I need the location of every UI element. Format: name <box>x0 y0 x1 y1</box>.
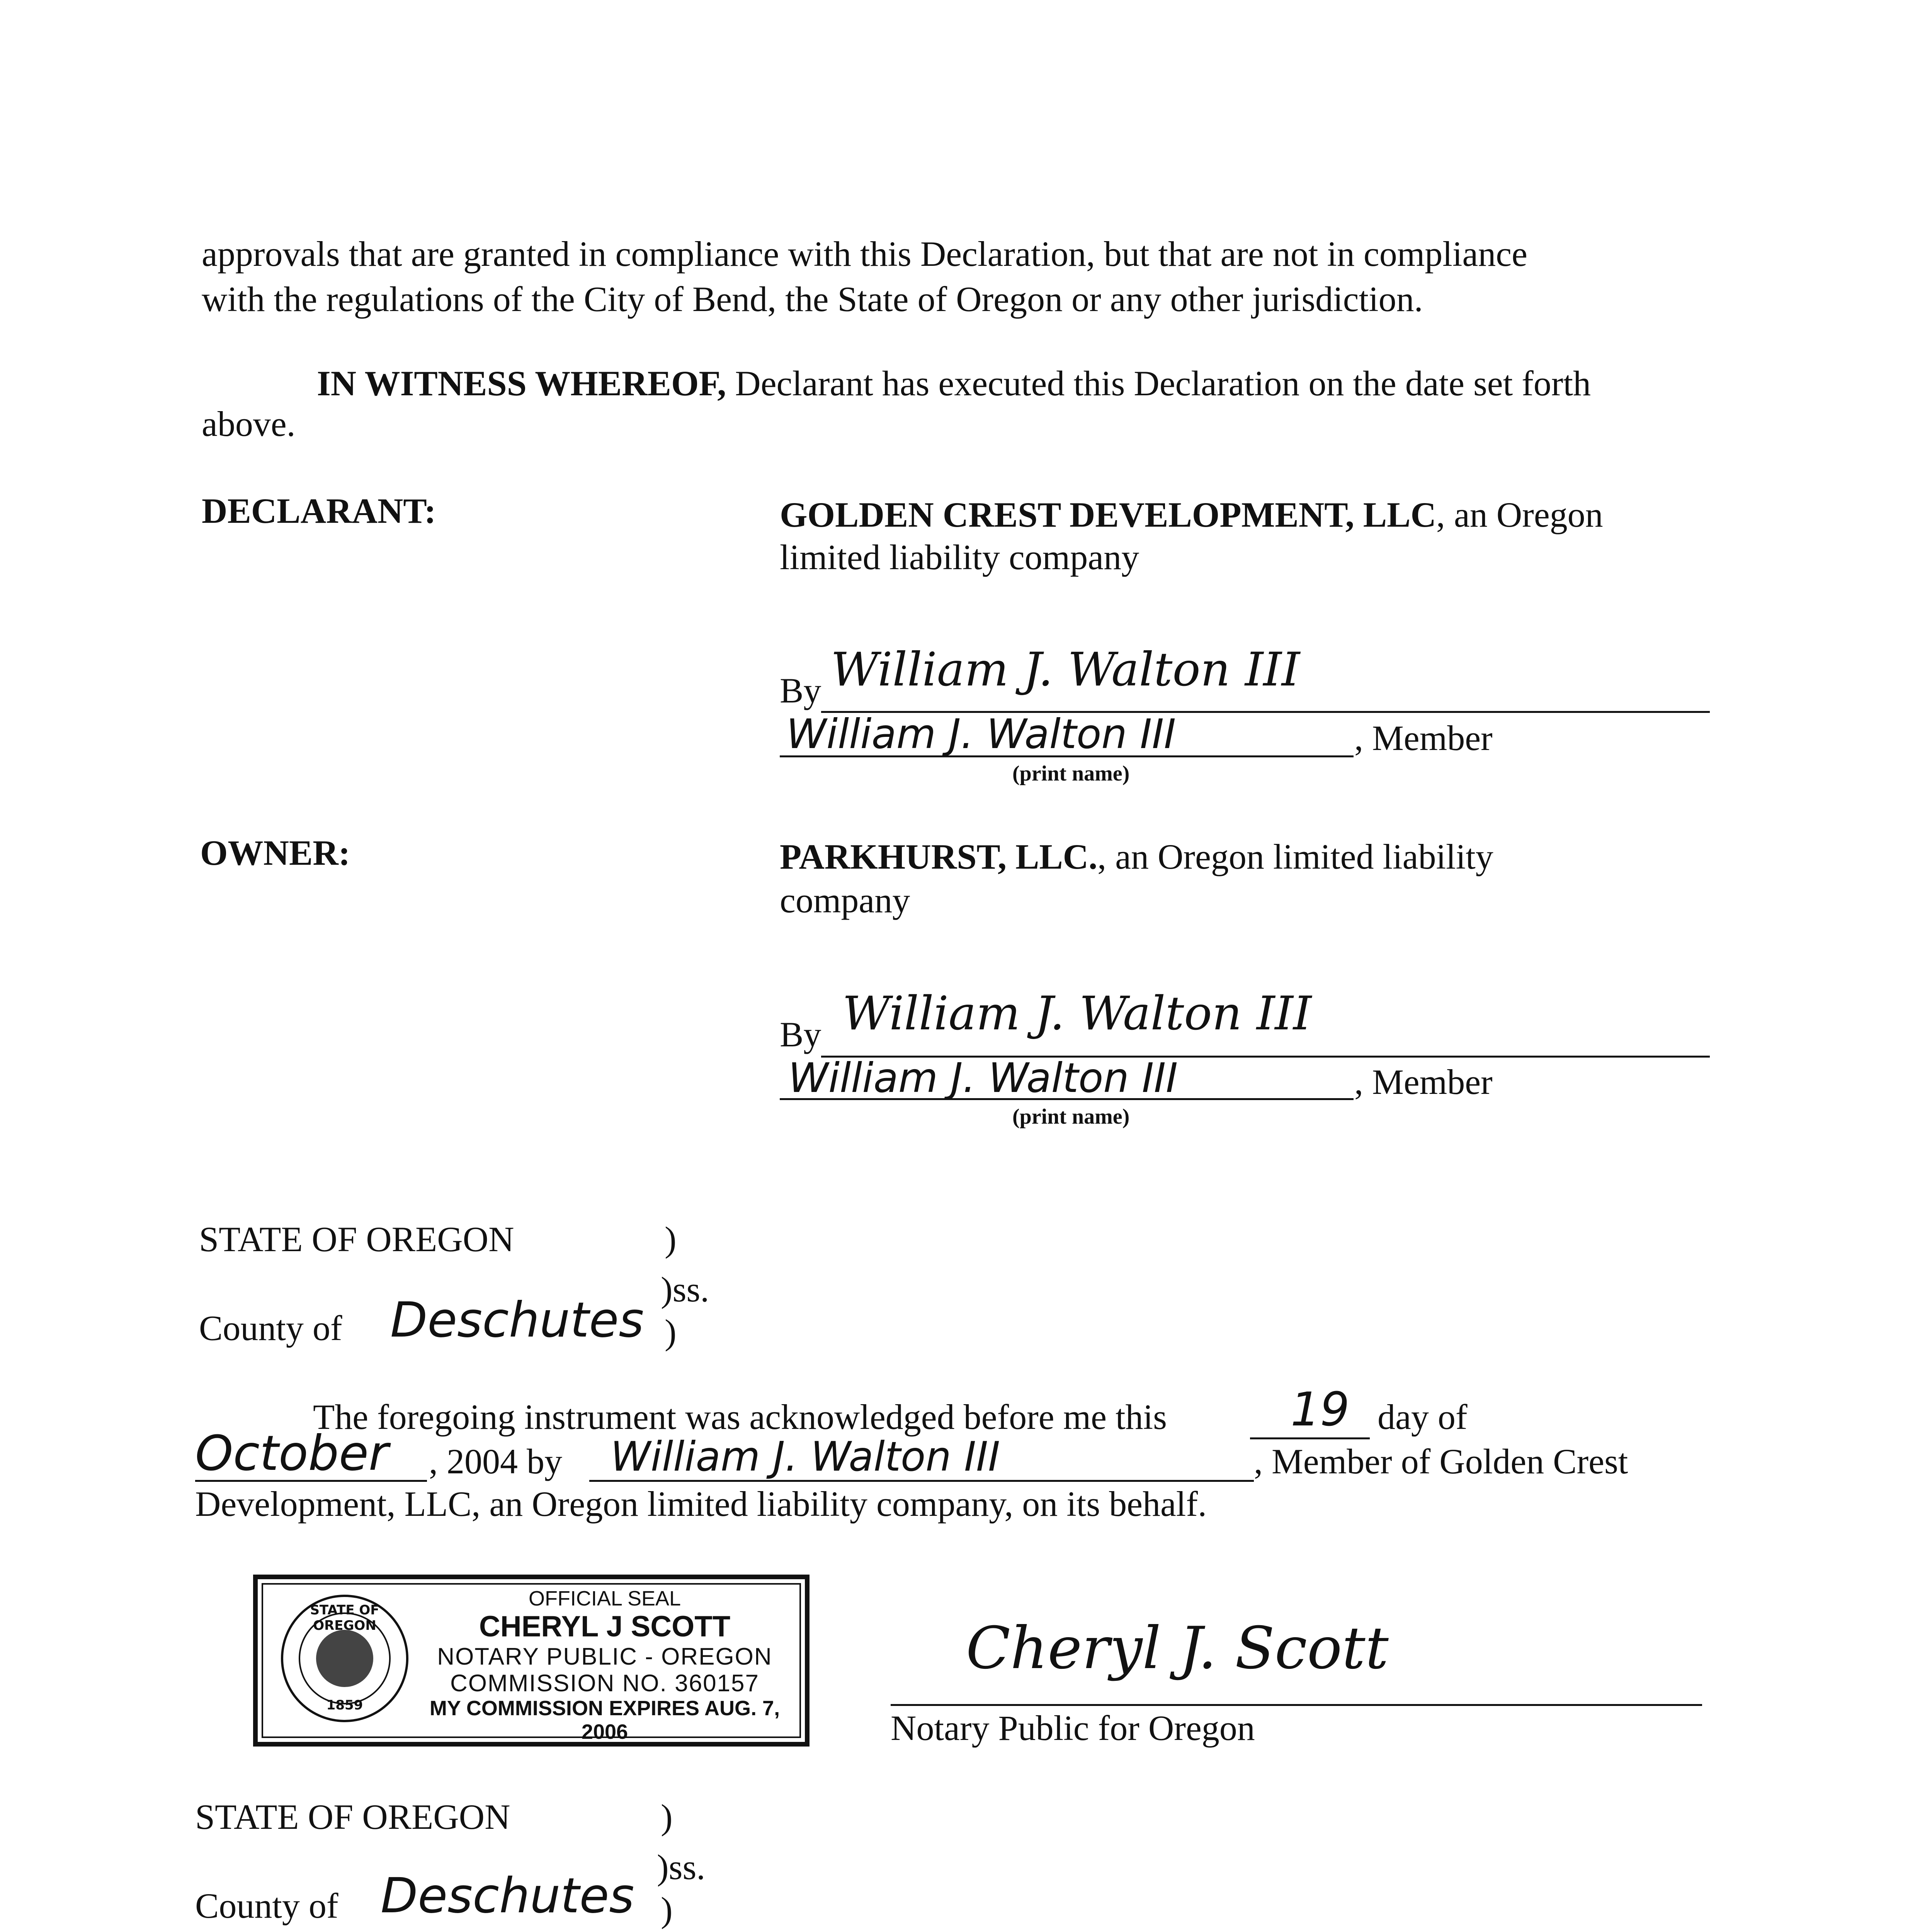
owner-print-name-line <box>780 1098 1354 1100</box>
venue2-paren-top: ) <box>661 1797 673 1837</box>
body-para1-line2: with the regulations of the City of Bend, the State of Oregon or any other jurisdiction. <box>202 279 1423 319</box>
declarant-printed-name: William J. Walton III <box>786 711 1176 758</box>
owner-by-label: By <box>780 1015 821 1054</box>
declarant-company <box>780 495 1603 536</box>
seal-text-block <box>412 1587 797 1743</box>
venue2-county-value: Deschutes <box>381 1868 634 1924</box>
ack1-part1: The foregoing instrument was acknowledged before me this <box>313 1397 1167 1437</box>
witness-clause <box>317 363 1591 404</box>
ack1-name: William J. Walton III <box>611 1433 1000 1480</box>
venue1-paren-top: ) <box>665 1219 677 1259</box>
ack1-day: 19 <box>1291 1383 1350 1437</box>
owner-role: , Member <box>1354 1062 1493 1102</box>
declarant-signature: William J. Walton III <box>831 643 1300 697</box>
notary-signature: Cheryl J. Scott <box>966 1615 1389 1682</box>
venue2-ss: )ss. <box>657 1847 706 1887</box>
body-para1-line1: approvals that are granted in compliance with this Declaration, but that are not in compliance <box>202 234 1527 274</box>
venue2-paren-bottom: ) <box>661 1890 673 1929</box>
ack1-month: October <box>195 1425 389 1481</box>
witness-line2: above. <box>202 404 296 444</box>
seal-line1: OFFICIAL SEAL <box>528 1587 681 1610</box>
notary-caption: Notary Public for Oregon <box>891 1708 1255 1748</box>
seal-expiration: MY COMMISSION EXPIRES AUG. 7, 2006 <box>429 1697 780 1743</box>
ack1-part4: , Member of Golden Crest <box>1254 1442 1628 1481</box>
venue1-county-value: Deschutes <box>390 1292 644 1348</box>
declarant-print-name-caption: (print name) <box>1012 762 1130 786</box>
ack1-part2: day of <box>1378 1397 1468 1437</box>
venue1-paren-bottom: ) <box>665 1312 677 1352</box>
owner-signature: William J. Walton III <box>842 987 1312 1041</box>
declarant-company-line2: limited liability company <box>780 537 1139 577</box>
seal-notary-name: CHERYL J SCOTT <box>479 1610 731 1643</box>
venue2-state: STATE OF OREGON <box>195 1797 510 1837</box>
notary-seal-stamp <box>253 1575 810 1747</box>
declarant-company-bold: GOLDEN CREST DEVELOPMENT, LLC <box>780 495 1436 534</box>
declarant-role: , Member <box>1354 718 1493 758</box>
notary-signature-line <box>891 1704 1702 1706</box>
seal-line3: NOTARY PUBLIC - OREGON <box>437 1643 772 1670</box>
ack1-line3: Development, LLC, an Oregon limited liability company, on its behalf. <box>195 1484 1207 1524</box>
seal-emblem-state: STATE OF OREGON <box>310 1602 379 1633</box>
ack1-name-line <box>589 1480 1254 1482</box>
owner-company-bold: PARKHURST, LLC. <box>780 837 1098 876</box>
owner-company-line2: company <box>780 881 910 920</box>
seal-commission-number: COMMISSION NO. 360157 <box>450 1670 760 1697</box>
venue1-county-label: County of <box>199 1308 342 1348</box>
declarant-print-name-line <box>780 755 1354 757</box>
ack1-part3: , 2004 by <box>429 1442 562 1481</box>
state-seal-emblem <box>281 1595 408 1722</box>
owner-company <box>780 837 1493 878</box>
owner-print-name-caption: (print name) <box>1012 1105 1130 1129</box>
venue1-ss: )ss. <box>661 1270 709 1309</box>
venue2-county-label: County of <box>195 1886 338 1925</box>
venue1-state: STATE OF OREGON <box>199 1219 514 1259</box>
owner-label: OWNER: <box>200 833 350 872</box>
owner-printed-name: William J. Walton III <box>788 1054 1178 1102</box>
ack1-day-line <box>1250 1437 1370 1439</box>
witness-rest: Declarant has executed this Declaration on the date set forth <box>726 364 1591 403</box>
declarant-by-label: By <box>780 671 821 710</box>
seal-emblem-year: 1859 <box>326 1697 363 1713</box>
ack1-month-line <box>195 1480 427 1482</box>
owner-company-rest: , an Oregon limited liability <box>1097 837 1493 876</box>
declarant-company-rest: , an Oregon <box>1436 495 1603 534</box>
declarant-label: DECLARANT: <box>202 491 436 531</box>
witness-bold: IN WITNESS WHEREOF, <box>317 364 726 403</box>
